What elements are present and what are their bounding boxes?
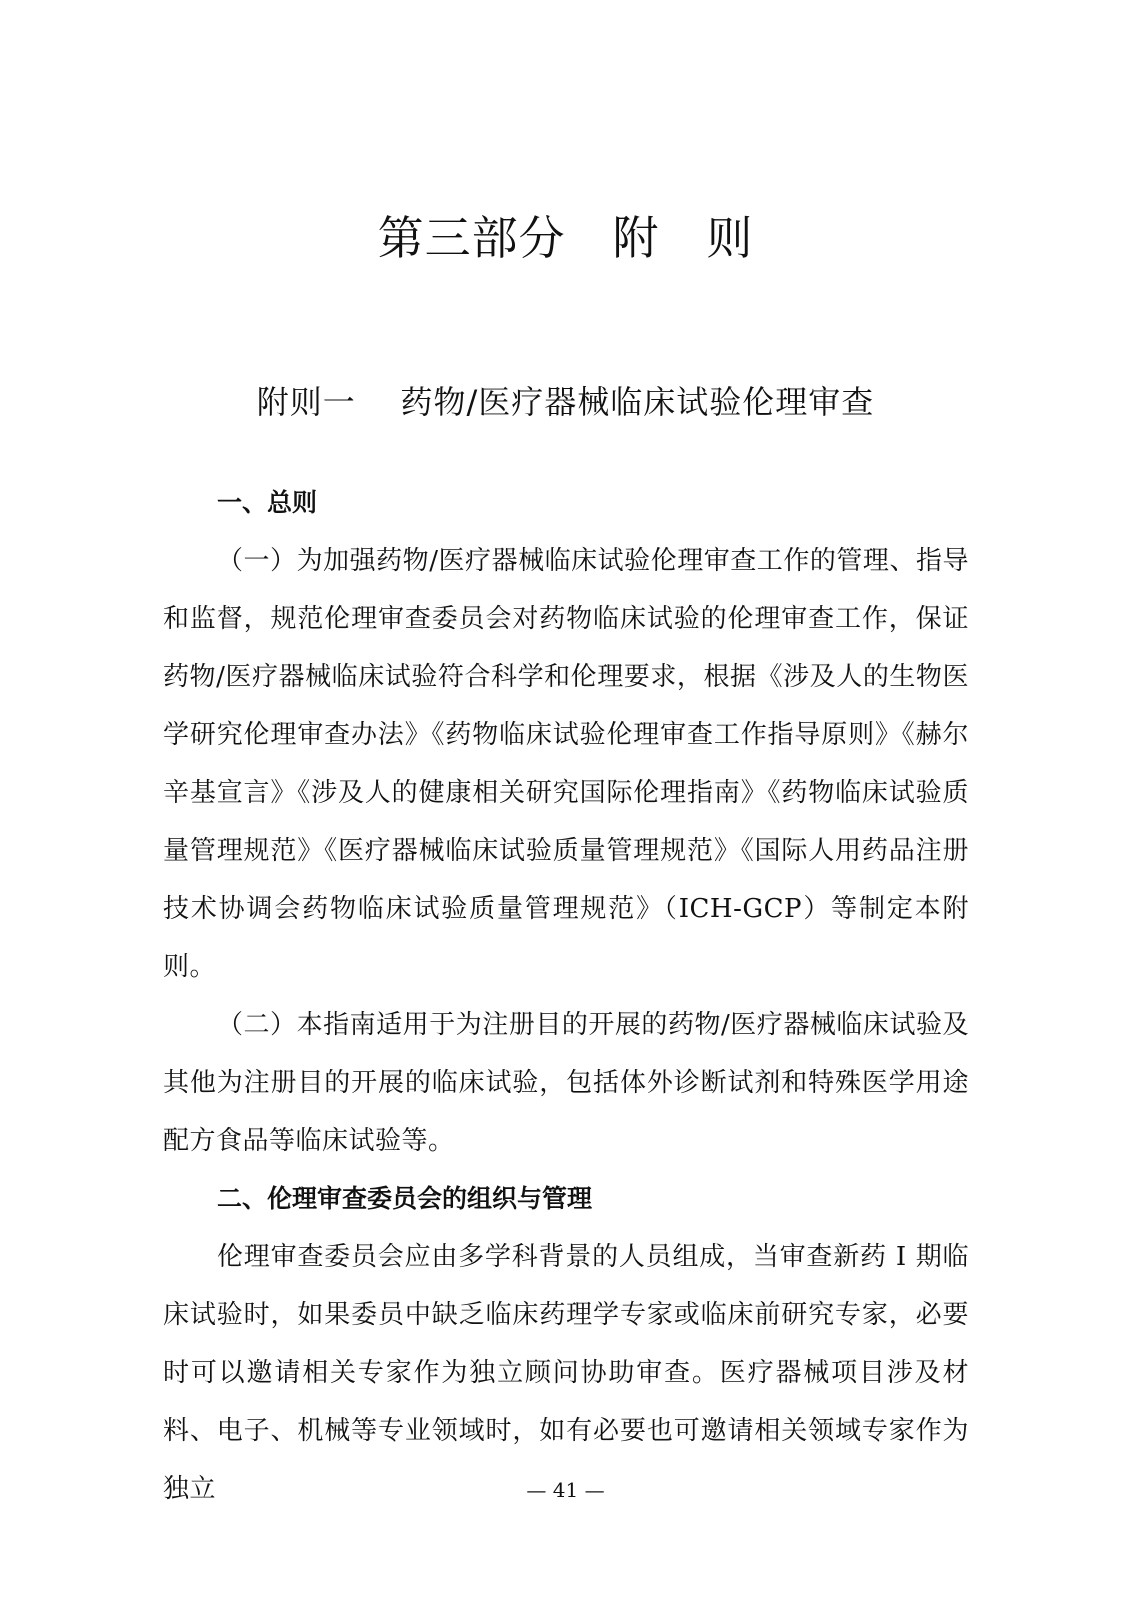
appendix-title: 附则一 药物/医疗器械临床试验伦理审查	[256, 383, 875, 421]
section-heading-organization: 二、伦理审查委员会的组织与管理	[217, 1184, 593, 1213]
part-title: 第三部分 附 则	[377, 211, 754, 265]
paragraph-scope: （二）本指南适用于为注册目的开展的药物/医疗器械临床试验及其他为注册目的开展的临床试验，包括体外诊断试剂和特殊医学用途配方食品等临床试验等。	[163, 1010, 969, 1156]
paragraph-committee-composition: 伦理审查委员会应由多学科背景的人员组成，当审查新药 I 期临床试验时，如果委员中缺乏临床药理学专家或临床前研究专家，必要时可以邀请相关专家作为独立顾问协助审查。医疗器械项目涉及材料、电子、机械等专业领域时，如有必要也可邀请相关领域专家作为独立	[163, 1242, 969, 1504]
page-number: — 41 —	[526, 1478, 605, 1502]
paragraph-purpose: （一）为加强药物/医疗器械临床试验伦理审查工作的管理、指导和监督，规范伦理审查委员会对药物临床试验的伦理审查工作，保证药物/医疗器械临床试验符合科学和伦理要求，根据《涉及人的生物医学研究伦理审查办法》《药物临床试验伦理审查工作指导原则》《赫尔辛基宣言》《涉及人的健康相关研究国际伦理指南》《药物临床试验质量管理规范》《医疗器械临床试验质量管理规范》《国际人用药品注册技术协调会药物临床试验质量管理规范》（ICH-GCP）等制定本附则。	[163, 546, 969, 982]
section-heading-general: 一、总则	[217, 488, 318, 517]
body-text	[163, 474, 969, 1518]
